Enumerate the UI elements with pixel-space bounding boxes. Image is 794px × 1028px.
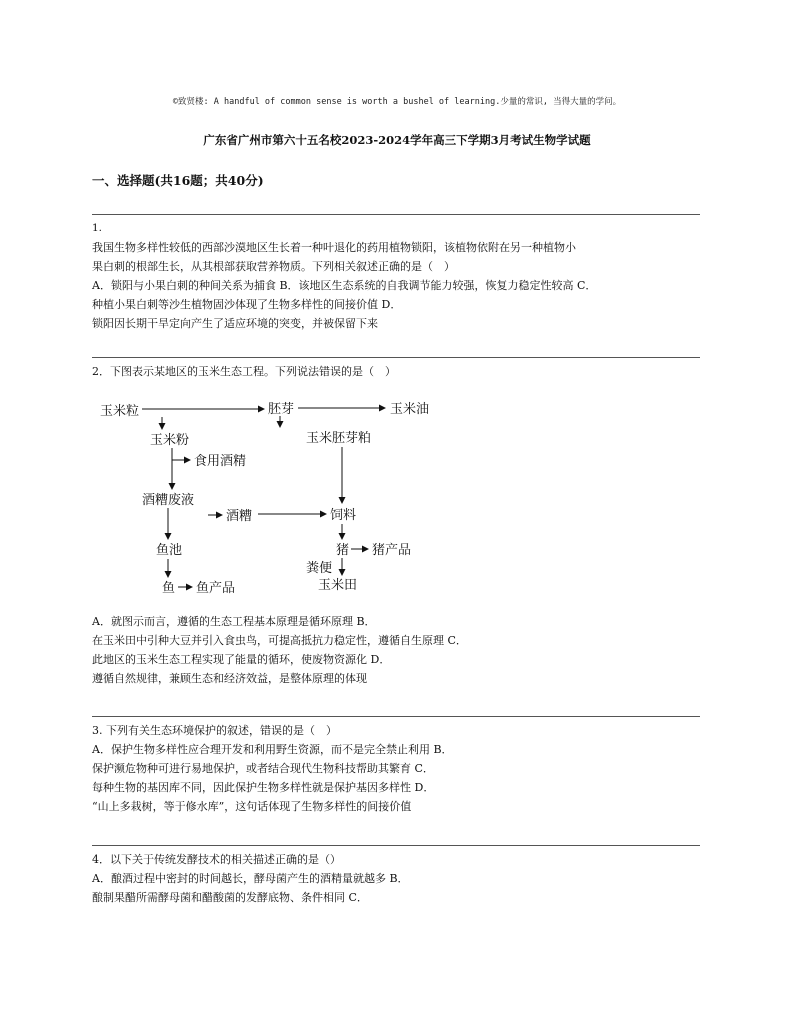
question-3 <box>92 721 704 816</box>
question-text-line: 果白刺的根部生长，从其根部获取营养物质。下列相关叙述正确的是（ ） <box>92 260 455 273</box>
node-distillers-grain: 酒糟 <box>226 509 253 524</box>
question-4 <box>92 850 704 907</box>
question-option-line: “山上多栽树，等于修水库”，这句话体现了生物多样性的间接价值 <box>92 800 412 813</box>
question-option-line: 酿制果醋所需酵母菌和醋酸菌的发酵底物、条件相同 C． <box>92 891 368 904</box>
question-divider <box>92 716 700 717</box>
question-option-line: A．就图示而言，遵循的生态工程基本原理是循环原理 B． <box>92 615 376 628</box>
question-2-stem <box>92 362 704 381</box>
question-text-line: 4．以下关于传统发酵技术的相关描述正确的是（） <box>92 853 341 866</box>
question-text-line: 3. 下列有关生态环境保护的叙述，错误的是（ ） <box>92 724 337 737</box>
question-2-options <box>92 612 704 688</box>
question-1 <box>92 219 704 333</box>
node-distillers-waste: 酒糟废液 <box>142 493 195 508</box>
node-edible-alcohol: 食用酒精 <box>194 454 247 469</box>
node-germ: 胚芽 <box>268 402 295 417</box>
question-text-line: 2．下图表示某地区的玉米生态工程。下列说法错误的是（ ） <box>92 365 396 378</box>
node-manure: 粪便 <box>306 561 333 576</box>
question-divider <box>92 214 700 215</box>
question-divider <box>92 357 700 358</box>
node-fish-pond: 鱼池 <box>156 543 183 558</box>
node-feed: 饲料 <box>330 508 357 523</box>
question-option-line: 锁阳因长期干旱定向产生了适应环境的突变，并被保留下来 <box>92 317 378 330</box>
node-fish-products: 鱼产品 <box>196 581 236 596</box>
section-heading: 一、选择题(共16题；共40分) <box>92 173 264 188</box>
exam-title: 广东省广州市第六十五名校2023-2024学年高三下学期3月考试生物学试题 <box>203 133 591 147</box>
question-number: 1. <box>92 222 103 234</box>
node-corn-kernel: 玉米粒 <box>100 404 140 419</box>
question-option-line: 在玉米田中引种大豆并引入食虫鸟，可提高抵抗力稳定性，遵循自生原理 C． <box>92 634 467 647</box>
question-option-line: 保护濒危物种可进行易地保护，或者结合现代生物科技帮助其繁育 C． <box>92 762 434 775</box>
node-corn-oil: 玉米油 <box>390 402 430 417</box>
question-option-line: A．酿酒过程中密封的时间越长，酵母菌产生的酒精量就越多 B． <box>92 872 409 885</box>
question-option-line: 每种生物的基因库不同，因此保护生物多样性就是保护基因多样性 D． <box>92 781 435 794</box>
node-corn-field: 玉米田 <box>318 578 358 593</box>
corn-eco-engineering-diagram <box>92 392 432 602</box>
question-option-line: A．保护生物多样性应合理开发和利用野生资源，而不是完全禁止利用 B． <box>92 743 453 756</box>
question-option-line: A．锁阳与小果白刺的种间关系为捕食 B．该地区生态系统的自我调节能力较强，恢复力稳定性较高 C． <box>92 279 597 292</box>
node-pig: 猪 <box>336 543 350 558</box>
node-fish: 鱼 <box>162 581 176 596</box>
question-option-line: 遵循自然规律，兼顾生态和经济效益，是整体原理的体现 <box>92 672 367 685</box>
motto-header: ©致贤楼: A handful of common sense is worth a bushel of learning.少量的常识, 当得大量的学问。 <box>172 97 622 107</box>
node-corn-flour: 玉米粉 <box>150 433 190 448</box>
node-pig-products: 猪产品 <box>372 543 412 558</box>
question-divider <box>92 845 700 846</box>
node-germ-meal: 玉米胚芽粕 <box>306 431 372 446</box>
question-option-line: 此地区的玉米生态工程实现了能量的循环，使废物资源化 D． <box>92 653 391 666</box>
question-option-line: 种植小果白刺等沙生植物固沙体现了生物多样性的间接价值 D． <box>92 298 402 311</box>
question-text-line: 我国生物多样性较低的西部沙漠地区生长着一种叶退化的药用植物锁阳，该植物依附在另一种植物小 <box>92 241 576 254</box>
